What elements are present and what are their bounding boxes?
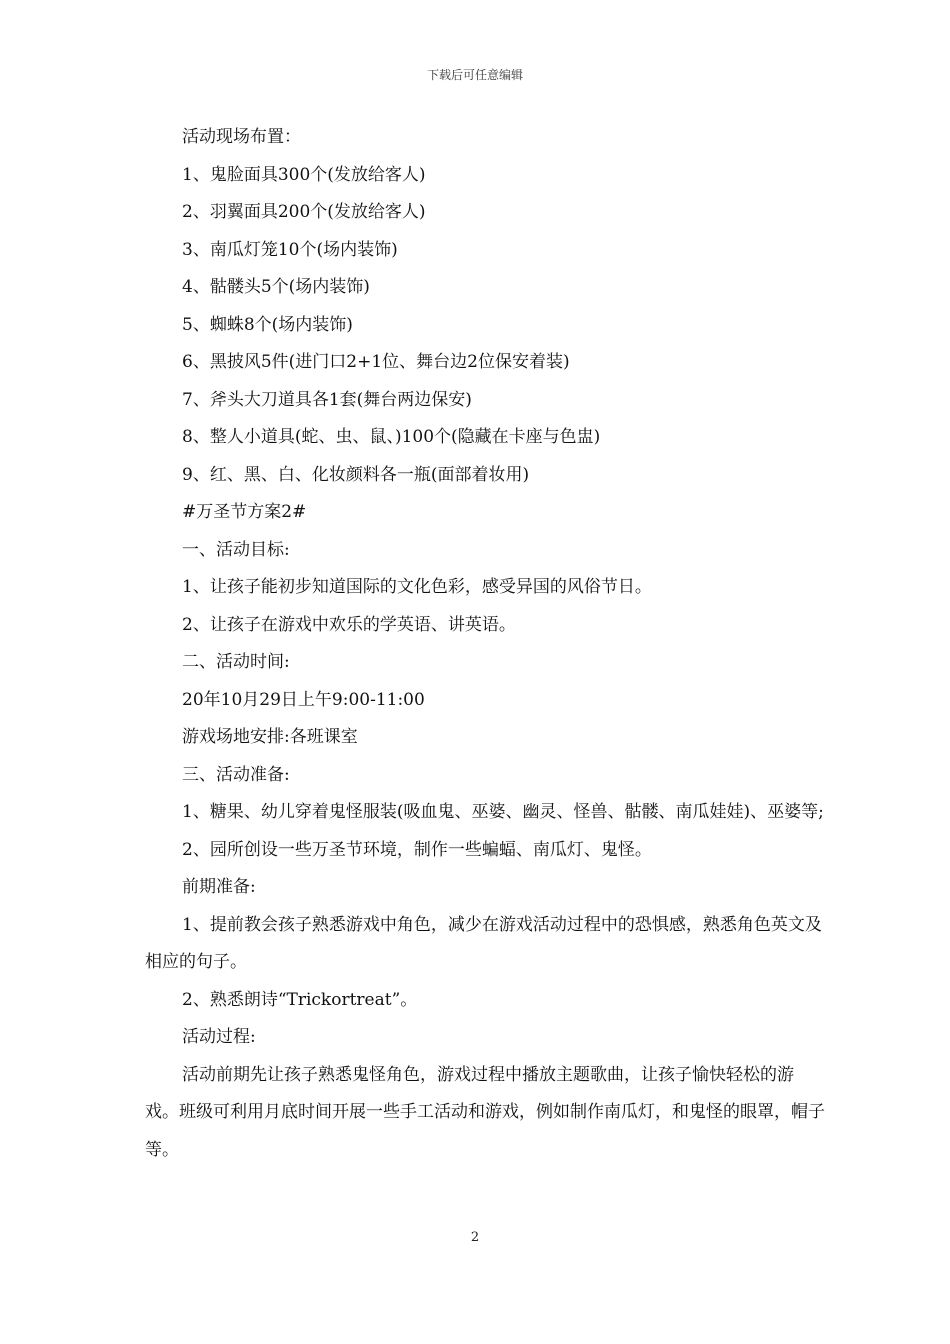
list-item: 4、骷髅头5个(场内装饰) [182, 277, 370, 297]
list-item: 3、南瓜灯笼10个(场内装饰) [182, 239, 398, 260]
list-item: 8、整人小道具(蛇、虫、鼠、)100个(隐藏在卡座与色盅) [182, 427, 601, 447]
list-item: 2、熟悉朗诗“Trickortreat”。 [182, 989, 418, 1010]
list-item: 1、让孩子能初步知道国际的文化色彩，感受异国的风俗节日。 [182, 577, 652, 597]
header-note: 下载后可任意编辑 [426, 68, 523, 82]
section-heading-prep: 三、活动准备: [182, 764, 290, 785]
section-heading-setup: 活动现场布置： [182, 127, 301, 147]
list-item: 5、蜘蛛8个(场内装饰) [182, 314, 353, 335]
paragraph-costumes: 1、糖果、幼儿穿着鬼怪服装(吸血鬼、巫婆、幽灵、怪兽、骷髅、南瓜娃娃)、巫婆等; [182, 802, 824, 822]
list-item: 7、斧头大刀道具各1套(舞台两边保安) [182, 389, 472, 410]
list-item: 1、鬼脸面具300个(发放给客人) [182, 164, 426, 185]
page-number: 2 [470, 1230, 480, 1245]
section-heading-pre: 前期准备: [182, 877, 256, 897]
paragraph-process: 活动前期先让孩子熟悉鬼怪角色，游戏过程中播放主题歌曲，让孩子愉快轻松的游戏。班级可利用月底时间开展一些手工活动和游戏，例如制作南瓜灯，和鬼怪的眼罩，帽子等。 [145, 1064, 825, 1160]
section-heading-time: 二、活动时间: [182, 652, 290, 672]
event-datetime: 20年10月29日上午9:00-11:00 [182, 689, 425, 710]
list-item: 6、黑披风5件(进门口2+1位、舞台边2位保安着装) [182, 352, 570, 372]
section-heading-goals: 一、活动目标: [182, 539, 290, 560]
list-item: 2、园所创设一些万圣节环境，制作一些蝙蝠、南瓜灯、鬼怪。 [182, 839, 652, 860]
paragraph-roles: 1、提前教会孩子熟悉游戏中角色，减少在游戏活动过程中的恐惧感，熟悉角色英文及相应的句子。 [145, 914, 822, 972]
document-body [145, 119, 825, 1169]
plan-title: #万圣节方案2# [182, 502, 307, 522]
list-item: 2、羽翼面具200个(发放给客人) [182, 202, 426, 222]
venue-line: 游戏场地安排:各班课室 [182, 727, 358, 747]
section-heading-process: 活动过程: [182, 1027, 256, 1047]
list-item: 9、红、黑、白、化妆颜料各一瓶(面部着妆用) [182, 464, 530, 485]
list-item: 2、让孩子在游戏中欢乐的学英语、讲英语。 [182, 614, 516, 635]
